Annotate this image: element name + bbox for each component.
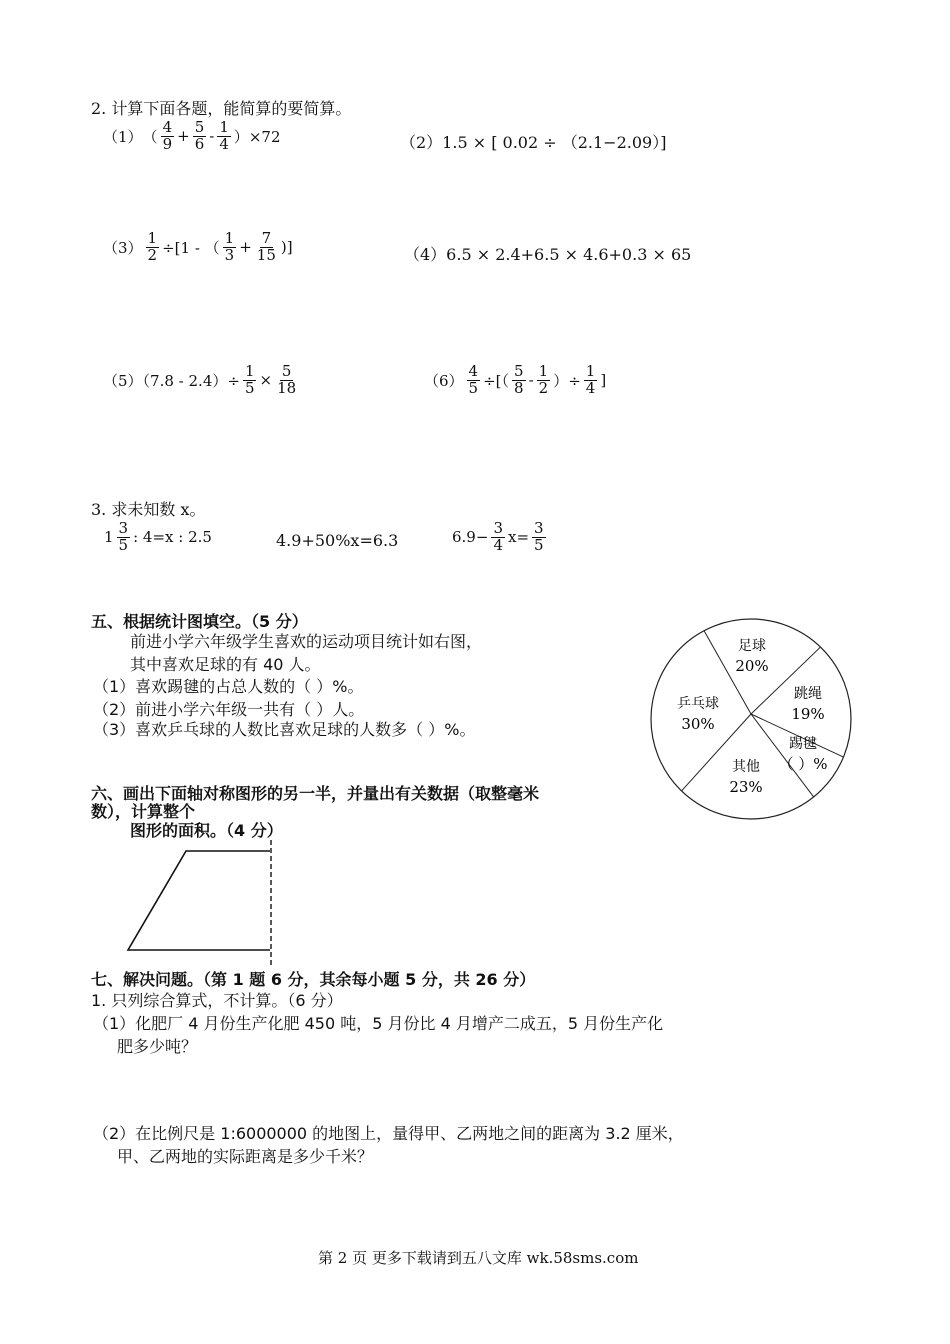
fraction: $\frac{3}{5}$ xyxy=(118,519,129,554)
q2-problem-1: （1） （ $\frac{4}{9}$ + $\frac{5}{6}$ - $\frac{1}{4}$ ）×72 xyxy=(103,118,281,153)
sec7-problem-2-line2: 甲、乙两地的实际距离是多少千米？ xyxy=(117,1147,374,1166)
sec5-question-2: （2）前进小学六年级一共有（ ）人。 xyxy=(93,700,365,719)
fraction: $\frac{1}{2}$ xyxy=(538,362,549,397)
pie-slice-name: 跳绳 xyxy=(794,686,822,702)
fraction: $\frac{5}{6}$ xyxy=(194,118,205,153)
q3-equation-2: 4.9+50%x=6.3 xyxy=(276,531,399,550)
fraction: $\frac{1}{5}$ xyxy=(244,362,255,397)
sec6-heading-line3: 图形的面积。（4 分） xyxy=(130,821,283,840)
pie-slice-label: 23% xyxy=(729,778,763,796)
half-trapezoid-figure xyxy=(120,840,290,970)
sec7-heading: 七、解决问题。（第 1 题 6 分，其余每小题 5 分，共 26 分） xyxy=(91,970,536,989)
fraction: $\frac{5}{18}$ xyxy=(277,362,297,397)
half-trapezoid-outline xyxy=(128,851,270,950)
sec6-heading-line2: 数），计算整个 xyxy=(91,802,196,821)
q3-heading: 3. 求未知数 x。 xyxy=(91,500,206,519)
pie-chart xyxy=(640,608,870,838)
sec5-question-3: （3）喜欢乒乓球的人数比喜欢足球的人数多（ ）%。 xyxy=(93,720,476,739)
fraction: $\frac{4}{9}$ xyxy=(162,118,173,153)
fraction: $\frac{3}{5}$ xyxy=(534,519,544,554)
sec7-problem-1-line1: （1）化肥厂 4 月份生产化肥 450 吨，5 月份比 4 月增产二成五，5 月份生产化 xyxy=(93,1014,664,1033)
fraction: $\frac{1}{4}$ xyxy=(219,118,229,153)
q2-problem-3: （3） $\frac{1}{2}$ ÷[1 - （ $\frac{1}{3}$ + $\frac{7}{15}$ )] xyxy=(103,229,293,264)
pie-slice-name: 其他 xyxy=(732,759,760,775)
pie-slice-label: 19% xyxy=(791,705,825,723)
sec7-sub-1: 1. 只列综合算式，不计算。（6 分） xyxy=(91,991,343,1010)
q3-equation-1: 1 $\frac{3}{5}$ : 4=x : 2.5 xyxy=(104,519,212,554)
fraction: $\frac{1}{3}$ xyxy=(224,229,235,264)
sec7-problem-2-line1: （2）在比例尺是 1:6000000 的地图上，量得甲、乙两地之间的距离为 3.2 厘米， xyxy=(93,1124,684,1143)
q2-problem-2: （2）1.5 × [ 0.02 ÷ （2.1−2.09）] xyxy=(400,133,667,152)
sec5-intro-line1: 前进小学六年级学生喜欢的运动项目统计如右图， xyxy=(130,632,483,651)
pie-slice-label: （ ）% xyxy=(778,755,828,773)
pie-slice-name: 踢毽 xyxy=(789,736,817,752)
fraction: $\frac{7}{15}$ xyxy=(256,229,276,264)
pie-slice-name: 足球 xyxy=(738,638,766,654)
q2-problem-5: （5）（7.8 - 2.4）÷ $\frac{1}{5}$ × $\frac{5}{18}$ xyxy=(103,362,297,397)
sec6-heading-line1: 六、画出下面轴对称图形的另一半，并量出有关数据（取整毫米 xyxy=(91,784,540,803)
q2-problem-4: （4）6.5 × 2.4+6.5 × 4.6+0.3 × 65 xyxy=(404,245,692,264)
page-footer: 第 2 页 更多下载请到五八文库 wk.58sms.com xyxy=(318,1249,639,1267)
fraction: $\frac{1}{4}$ xyxy=(585,362,596,397)
sec5-intro-line2: 其中喜欢足球的有 40 人。 xyxy=(130,655,321,674)
fraction: $\frac{3}{4}$ xyxy=(493,519,503,554)
sec5-heading: 五、根据统计图填空。（5 分） xyxy=(91,612,308,631)
pie-slice-label: 20% xyxy=(735,657,769,675)
q2-heading: 2. 计算下面各题，能简算的要简算。 xyxy=(91,99,352,118)
pie-slice-name: 乒乓球 xyxy=(677,696,719,712)
fraction: $\frac{1}{2}$ xyxy=(147,229,158,264)
fraction: $\frac{4}{5}$ xyxy=(468,362,479,397)
sec7-problem-1-line2: 肥多少吨？ xyxy=(117,1037,198,1056)
pie-slice-label: 30% xyxy=(681,715,715,733)
q3-equation-3: 6.9− $\frac{3}{4}$ x= $\frac{3}{5}$ xyxy=(452,519,544,554)
fraction: $\frac{5}{8}$ xyxy=(514,362,524,397)
q2-problem-6: （6） $\frac{4}{5}$ ÷[（ $\frac{5}{8}$ - $\frac{1}{2}$ ）÷ $\frac{1}{4}$ ] xyxy=(424,362,607,397)
sec5-question-1: （1）喜欢踢毽的占总人数的（ ）%。 xyxy=(93,677,364,696)
